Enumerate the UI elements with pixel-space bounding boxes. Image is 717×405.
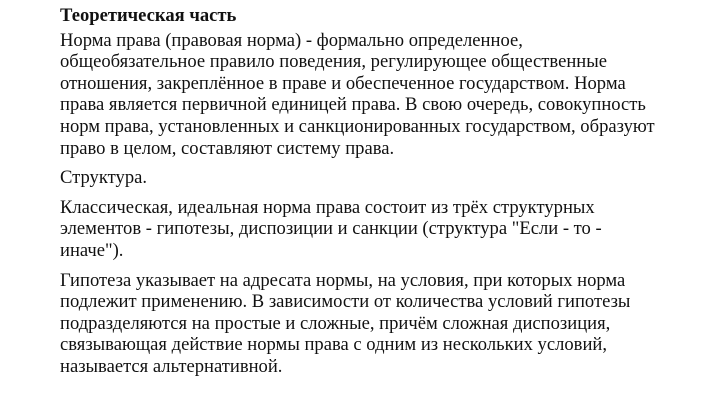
text-line: права является первичной единицей права. В свою очередь, совокупность <box>60 94 646 116</box>
text-line: Структура. <box>60 167 148 189</box>
paragraph-hypothesis <box>38 270 697 378</box>
text-line: Норма права (правовая норма) - формально определенное, <box>60 29 523 51</box>
paragraph-definition <box>38 30 697 160</box>
paragraph-structure <box>38 167 697 189</box>
text-line: норм права, установленных и санкционированных государством, образуют <box>60 115 655 137</box>
text-line: подразделяются на простые и сложные, причём сложная диспозиция, <box>60 312 611 334</box>
text-line: элементов - гипотезы, диспозиции и санкции (структура "Если - то - <box>60 218 602 240</box>
text-line: иначе"). <box>60 239 124 261</box>
text-line: право в целом, составляют систему права. <box>60 137 395 159</box>
text-line: Гипотеза указывает на адресата нормы, на условия, при которых норма <box>60 269 626 291</box>
text-line: называется альтернативной. <box>60 355 283 377</box>
text-line: отношения, закреплённое в праве и обеспеченное государством. Норма <box>60 72 626 94</box>
section-heading: Теоретическая часть <box>60 5 237 26</box>
text-line: подлежит применению. В зависимости от количества условий гипотезы <box>60 291 631 313</box>
text-line: общеобязательное правило поведения, регулирующее общественные <box>60 51 607 73</box>
text-line: связывающая действие нормы права с одним из нескольких условий, <box>60 334 607 356</box>
paragraph-classic-norm <box>38 197 697 262</box>
text-line: Классическая, идеальная норма права состоит из трёх структурных <box>60 196 595 218</box>
